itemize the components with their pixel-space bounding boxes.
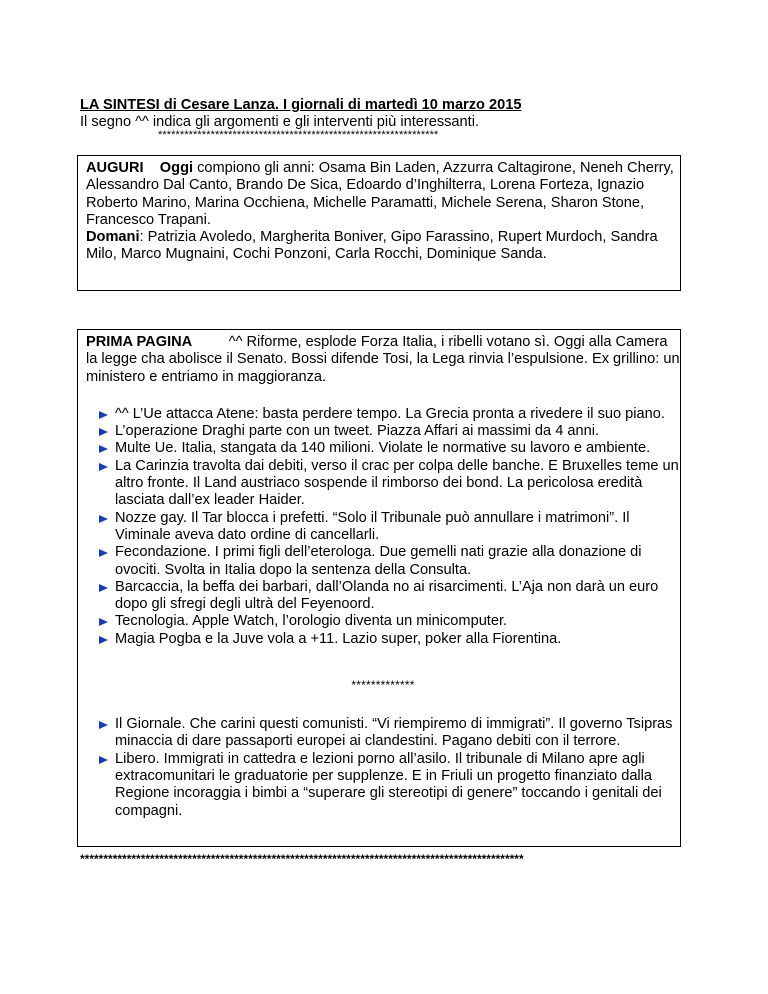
prima-pagina-press-list [86,716,680,820]
bullet-arrow-icon [99,411,108,419]
list-item: La Carinzia travolta dai debiti, verso il crac per colpa delle banche. E Bruxelles teme un altro fronte. Il Land austriaco sospende il rimborso dei bond. La pericolosa eredità lasciata dall’ex leader Haider. [86,458,680,510]
auguri-domani-label: Domani [86,229,140,246]
list-item: Nozze gay. Il Tar blocca i prefetti. “Solo il Tribunale può annullare i matrimoni”. Il Viminale aveva dato ordine di cancellarli. [86,510,680,545]
bullet-arrow-icon [99,428,108,436]
bullet-arrow-icon [99,515,108,523]
auguri-oggi-text: compiono gli anni: Osama Bin Laden, Azzurra Caltagirone, Neneh Cherry, Alessandro Dal Canto, Brando De Sica, Edoardo d’Inghilterra, Lorena Forteza, Ignazio Roberto Marino, Marina Occhiena, Michelle Paramatti, Michele Serena, Sharon Stone, Francesco Trapani. [86,160,674,228]
bullet-arrow-icon [99,756,108,764]
prima-pagina-heading: PRIMA PAGINA [86,334,193,350]
list-item: Barcaccia, la beffa dei barbari, dall’Olanda no ai risarcimenti. L’Aja non darà un euro dopo gli sfregi degli ultrà del Feyenoord. [86,579,680,614]
list-item: Multe Ue. Italia, stangata da 140 milioni. Violate le normative su lavoro e ambiente. [86,440,680,457]
list-item: Fecondazione. I primi figli dell’eterologa. Due gemelli nati grazie alla donazione di ovociti. Svolta in Italia dopo la sentenza della Consulta. [86,544,680,579]
prima-pagina-news-list [86,406,680,648]
document-header [80,97,680,132]
section-separator: ************* [351,678,415,693]
list-item: ^^ L’Ue attacca Atene: basta perdere tempo. La Grecia pronta a rivedere il suo piano. [86,406,680,423]
list-item: Tecnologia. Apple Watch, l’orologio diventa un minicomputer. [86,613,680,630]
stars-separator-top: **************************************************************** [158,129,439,141]
bullet-arrow-icon [99,549,108,557]
list-item: L’operazione Draghi parte con un tweet. Piazza Affari ai massimi da 4 anni. [86,423,680,440]
stars-separator-bottom: *********************************************************************************************** [80,852,524,866]
bullet-arrow-icon [99,463,108,471]
auguri-heading: AUGURI [86,160,144,176]
auguri-domani-paragraph [86,229,680,264]
document-title: LA SINTESI di Cesare Lanza. I giornali di martedì 10 marzo 2015 [80,97,522,113]
list-item: Libero. Immigrati in cattedra e lezioni porno all’asilo. Il tribunale di Milano apre agli extracomunitari le graduatorie per supplenze. E in Friuli un progetto finanziato dalla Regione incoraggia i bimbi a “superare gli stereotipi di genere” toccando i genitali dei compagni. [86,751,680,820]
auguri-domani-text: : Patrizia Avoledo, Margherita Boniver, Gipo Farassino, Rupert Murdoch, Sandra Milo, Marco Mugnaini, Cochi Ponzoni, Carla Rocchi, Dominique Sanda. [86,229,658,263]
auguri-oggi-paragraph [86,160,680,229]
bullet-arrow-icon [99,584,108,592]
prima-pagina-box [77,329,681,847]
auguri-oggi-label: Oggi [159,160,194,176]
list-item: Il Giornale. Che carini questi comunisti. “Vi riempiremo di immigrati”. Il governo Tsipras minaccia di dare passaporti europei ai clandestini. Pagano debiti con il terrore. [86,716,680,751]
prima-pagina-intro: ^^ Riforme, esplode Forza Italia, i ribelli votano sì. Oggi alla Camera la legge cha abolisce il Senato. Bossi difende Tosi, la Lega rinvia l’espulsione. Ex grillino: un ministero e entriamo in maggioranza. [86,334,680,385]
bullet-arrow-icon [99,618,108,626]
document-subtitle: Il segno ^^ indica gli argomenti e gli interventi più interessanti. [80,114,480,131]
bullet-arrow-icon [99,721,108,729]
bullet-arrow-icon [99,445,108,453]
bullet-arrow-icon [99,636,108,644]
list-item: Magia Pogba e la Juve vola a +11. Lazio super, poker alla Fiorentina. [86,631,680,648]
prima-pagina-intro-paragraph [86,334,680,386]
auguri-box [77,155,681,291]
